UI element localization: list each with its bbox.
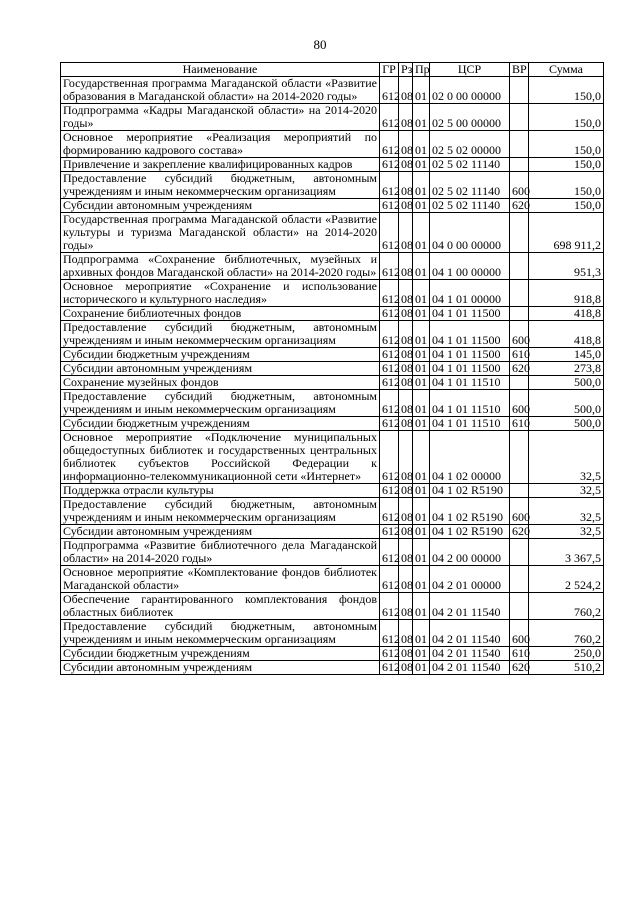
cell-sum: 500,0 [529,376,604,390]
cell-vr: 610 [510,647,529,661]
cell-gr: 612 [380,131,399,158]
cell-name: Государственная программа Магаданской области «Развитие образования в Магаданской области» на 2014-2020 годы» [61,77,380,104]
cell-vr [510,77,529,104]
cell-rz: 08 [399,104,413,131]
cell-vr: 620 [510,661,529,675]
cell-sum: 32,5 [529,484,604,498]
cell-pr: 01 [413,253,430,280]
table-row [61,539,604,566]
cell-gr: 612 [380,376,399,390]
cell-rz: 08 [399,172,413,199]
cell-sum: 951,3 [529,253,604,280]
cell-vr: 600 [510,321,529,348]
cell-rz: 08 [399,620,413,647]
cell-sum: 32,5 [529,525,604,539]
cell-csr: 04 1 01 00000 [430,280,510,307]
cell-csr: 04 1 01 11500 [430,307,510,321]
header-sum: Сумма [529,63,604,77]
cell-rz: 08 [399,77,413,104]
cell-name: Подпрограмма «Сохранение библиотечных, музейных и архивных фондов Магаданской области» на 2014-2020 годы» [61,253,380,280]
cell-name: Субсидии автономным учреждениям [61,362,380,376]
cell-csr: 04 1 01 11500 [430,362,510,376]
cell-vr [510,158,529,172]
cell-sum: 150,0 [529,172,604,199]
cell-vr: 600 [510,620,529,647]
cell-vr [510,376,529,390]
table-row [61,376,604,390]
cell-rz: 08 [399,199,413,213]
cell-gr: 612 [380,647,399,661]
cell-pr: 01 [413,362,430,376]
cell-name: Сохранение библиотечных фондов [61,307,380,321]
cell-csr: 04 1 01 11510 [430,417,510,431]
cell-gr: 612 [380,253,399,280]
table-row [61,131,604,158]
cell-vr: 620 [510,199,529,213]
table-row [61,158,604,172]
cell-name: Основное мероприятие «Сохранение и использование исторического и культурного наследия» [61,280,380,307]
cell-csr: 02 5 00 00000 [430,104,510,131]
table-row [61,280,604,307]
cell-csr: 04 1 02 R5190 [430,498,510,525]
cell-sum: 2 524,2 [529,566,604,593]
cell-name: Подпрограмма «Кадры Магаданской области» на 2014-2020 годы» [61,104,380,131]
cell-csr: 04 1 01 11500 [430,321,510,348]
cell-pr: 01 [413,376,430,390]
cell-pr: 01 [413,431,430,484]
cell-rz: 08 [399,431,413,484]
cell-pr: 01 [413,348,430,362]
cell-gr: 612 [380,158,399,172]
table-row [61,417,604,431]
cell-csr: 04 1 02 R5190 [430,484,510,498]
cell-vr: 600 [510,390,529,417]
cell-name: Основное мероприятие «Комплектование фондов библиотек Магаданской области» [61,566,380,593]
cell-pr: 01 [413,77,430,104]
cell-sum: 500,0 [529,390,604,417]
cell-csr: 04 1 01 11510 [430,390,510,417]
cell-pr: 01 [413,525,430,539]
cell-vr [510,593,529,620]
cell-vr: 620 [510,525,529,539]
cell-pr: 01 [413,104,430,131]
cell-gr: 612 [380,172,399,199]
header-pr: Пр [413,63,430,77]
table-row [61,498,604,525]
cell-gr: 612 [380,307,399,321]
table-row [61,199,604,213]
header-name: Наименование [61,63,380,77]
cell-gr: 612 [380,390,399,417]
header-csr: ЦСР [430,63,510,77]
cell-csr: 04 2 01 11540 [430,593,510,620]
cell-rz: 08 [399,417,413,431]
table-row [61,620,604,647]
cell-rz: 08 [399,362,413,376]
cell-csr: 02 5 02 11140 [430,158,510,172]
cell-vr [510,253,529,280]
cell-sum: 32,5 [529,431,604,484]
cell-rz: 08 [399,539,413,566]
cell-gr: 612 [380,348,399,362]
cell-sum: 698 911,2 [529,213,604,253]
cell-sum: 145,0 [529,348,604,362]
page-number: 80 [313,37,327,52]
cell-rz: 08 [399,253,413,280]
cell-vr: 600 [510,498,529,525]
cell-rz: 08 [399,376,413,390]
cell-vr [510,566,529,593]
cell-pr: 01 [413,131,430,158]
cell-name: Субсидии бюджетным учреждениям [61,647,380,661]
cell-gr: 612 [380,620,399,647]
cell-pr: 01 [413,647,430,661]
cell-name: Предоставление субсидий бюджетным, автономным учреждениям и иным некоммерческим организациям [61,390,380,417]
cell-pr: 01 [413,593,430,620]
cell-vr [510,131,529,158]
table-row [61,321,604,348]
cell-rz: 08 [399,390,413,417]
cell-rz: 08 [399,498,413,525]
cell-sum: 273,8 [529,362,604,376]
table-row [61,362,604,376]
cell-vr: 610 [510,348,529,362]
cell-vr [510,280,529,307]
header-rz: Рз [399,63,413,77]
cell-name: Обеспечение гарантированного комплектования фондов областных библиотек [61,593,380,620]
cell-gr: 612 [380,213,399,253]
cell-sum: 760,2 [529,593,604,620]
cell-sum: 760,2 [529,620,604,647]
cell-csr: 04 1 00 00000 [430,253,510,280]
cell-name: Субсидии автономным учреждениям [61,661,380,675]
header-vr: ВР [510,63,529,77]
table-header-row [61,63,604,77]
cell-sum: 918,8 [529,280,604,307]
cell-gr: 612 [380,498,399,525]
cell-csr: 04 1 01 11500 [430,348,510,362]
cell-name: Предоставление субсидий бюджетным, автономным учреждениям и иным некоммерческим организациям [61,498,380,525]
table-row [61,307,604,321]
cell-pr: 01 [413,539,430,566]
cell-sum: 150,0 [529,77,604,104]
cell-sum: 150,0 [529,158,604,172]
cell-gr: 612 [380,431,399,484]
cell-gr: 612 [380,417,399,431]
cell-sum: 32,5 [529,498,604,525]
cell-name: Предоставление субсидий бюджетным, автономным учреждениям и иным некоммерческим организациям [61,620,380,647]
budget-table [60,62,604,675]
cell-gr: 612 [380,77,399,104]
cell-csr: 04 2 01 11540 [430,647,510,661]
cell-rz: 08 [399,158,413,172]
cell-csr: 02 5 02 00000 [430,131,510,158]
cell-sum: 150,0 [529,131,604,158]
cell-vr: 610 [510,417,529,431]
cell-pr: 01 [413,280,430,307]
cell-pr: 01 [413,498,430,525]
cell-name: Привлечение и закрепление квалифицированных кадров [61,158,380,172]
cell-vr [510,539,529,566]
cell-name: Основное мероприятие «Подключение муниципальных общедоступных библиотек и государственных центральных библиотек субъектов Российской Федерации к информационно-телекоммуникационной сети «Интернет» [61,431,380,484]
table-row [61,484,604,498]
cell-vr [510,307,529,321]
cell-pr: 01 [413,213,430,253]
cell-csr: 02 0 00 00000 [430,77,510,104]
cell-pr: 01 [413,321,430,348]
cell-name: Сохранение музейных фондов [61,376,380,390]
table-row [61,348,604,362]
cell-rz: 08 [399,484,413,498]
cell-rz: 08 [399,307,413,321]
cell-csr: 04 1 02 R5190 [430,525,510,539]
cell-rz: 08 [399,661,413,675]
table-row [61,647,604,661]
cell-rz: 08 [399,348,413,362]
table-row [61,431,604,484]
cell-rz: 08 [399,593,413,620]
cell-sum: 150,0 [529,199,604,213]
cell-rz: 08 [399,213,413,253]
cell-csr: 04 1 01 11510 [430,376,510,390]
cell-vr: 600 [510,172,529,199]
cell-gr: 612 [380,484,399,498]
cell-gr: 612 [380,525,399,539]
cell-name: Субсидии автономным учреждениям [61,525,380,539]
cell-sum: 418,8 [529,307,604,321]
cell-vr: 620 [510,362,529,376]
cell-sum: 510,2 [529,661,604,675]
cell-pr: 01 [413,390,430,417]
cell-vr [510,104,529,131]
cell-name: Поддержка отрасли культуры [61,484,380,498]
table-row [61,661,604,675]
cell-name: Подпрограмма «Развитие библиотечного дела Магаданской области» на 2014-2020 годы» [61,539,380,566]
table-row [61,390,604,417]
cell-rz: 08 [399,566,413,593]
cell-rz: 08 [399,525,413,539]
table-row [61,77,604,104]
cell-csr: 04 0 00 00000 [430,213,510,253]
cell-pr: 01 [413,199,430,213]
cell-csr: 04 2 00 00000 [430,539,510,566]
cell-pr: 01 [413,417,430,431]
cell-pr: 01 [413,661,430,675]
cell-vr [510,431,529,484]
table-row [61,213,604,253]
cell-gr: 612 [380,104,399,131]
cell-sum: 418,8 [529,321,604,348]
table-row [61,566,604,593]
cell-rz: 08 [399,647,413,661]
cell-gr: 612 [380,661,399,675]
cell-rz: 08 [399,131,413,158]
table-row [61,104,604,131]
cell-gr: 612 [380,593,399,620]
table-row [61,593,604,620]
cell-gr: 612 [380,539,399,566]
cell-pr: 01 [413,620,430,647]
cell-gr: 612 [380,362,399,376]
cell-rz: 08 [399,321,413,348]
cell-sum: 250,0 [529,647,604,661]
cell-gr: 612 [380,280,399,307]
cell-sum: 150,0 [529,104,604,131]
cell-name: Государственная программа Магаданской области «Развитие культуры и туризма Магаданской области» на 2014-2020 годы» [61,213,380,253]
cell-name: Основное мероприятие «Реализация мероприятий по формированию кадрового состава» [61,131,380,158]
cell-csr: 04 2 01 11540 [430,620,510,647]
cell-gr: 612 [380,321,399,348]
cell-name: Субсидии бюджетным учреждениям [61,348,380,362]
cell-vr [510,213,529,253]
cell-gr: 612 [380,199,399,213]
cell-sum: 500,0 [529,417,604,431]
table-row [61,172,604,199]
cell-pr: 01 [413,566,430,593]
cell-name: Предоставление субсидий бюджетным, автономным учреждениям и иным некоммерческим организациям [61,321,380,348]
cell-rz: 08 [399,280,413,307]
table-row [61,525,604,539]
cell-csr: 02 5 02 11140 [430,199,510,213]
table-row [61,253,604,280]
cell-csr: 04 1 02 00000 [430,431,510,484]
cell-pr: 01 [413,172,430,199]
cell-gr: 612 [380,566,399,593]
cell-csr: 02 5 02 11140 [430,172,510,199]
cell-pr: 01 [413,307,430,321]
cell-name: Субсидии автономным учреждениям [61,199,380,213]
cell-sum: 3 367,5 [529,539,604,566]
header-gr: ГР [380,63,399,77]
cell-name: Предоставление субсидий бюджетным, автономным учреждениям и иным некоммерческим организациям [61,172,380,199]
cell-csr: 04 2 01 00000 [430,566,510,593]
cell-csr: 04 2 01 11540 [430,661,510,675]
cell-vr [510,484,529,498]
cell-pr: 01 [413,158,430,172]
cell-name: Субсидии бюджетным учреждениям [61,417,380,431]
cell-pr: 01 [413,484,430,498]
